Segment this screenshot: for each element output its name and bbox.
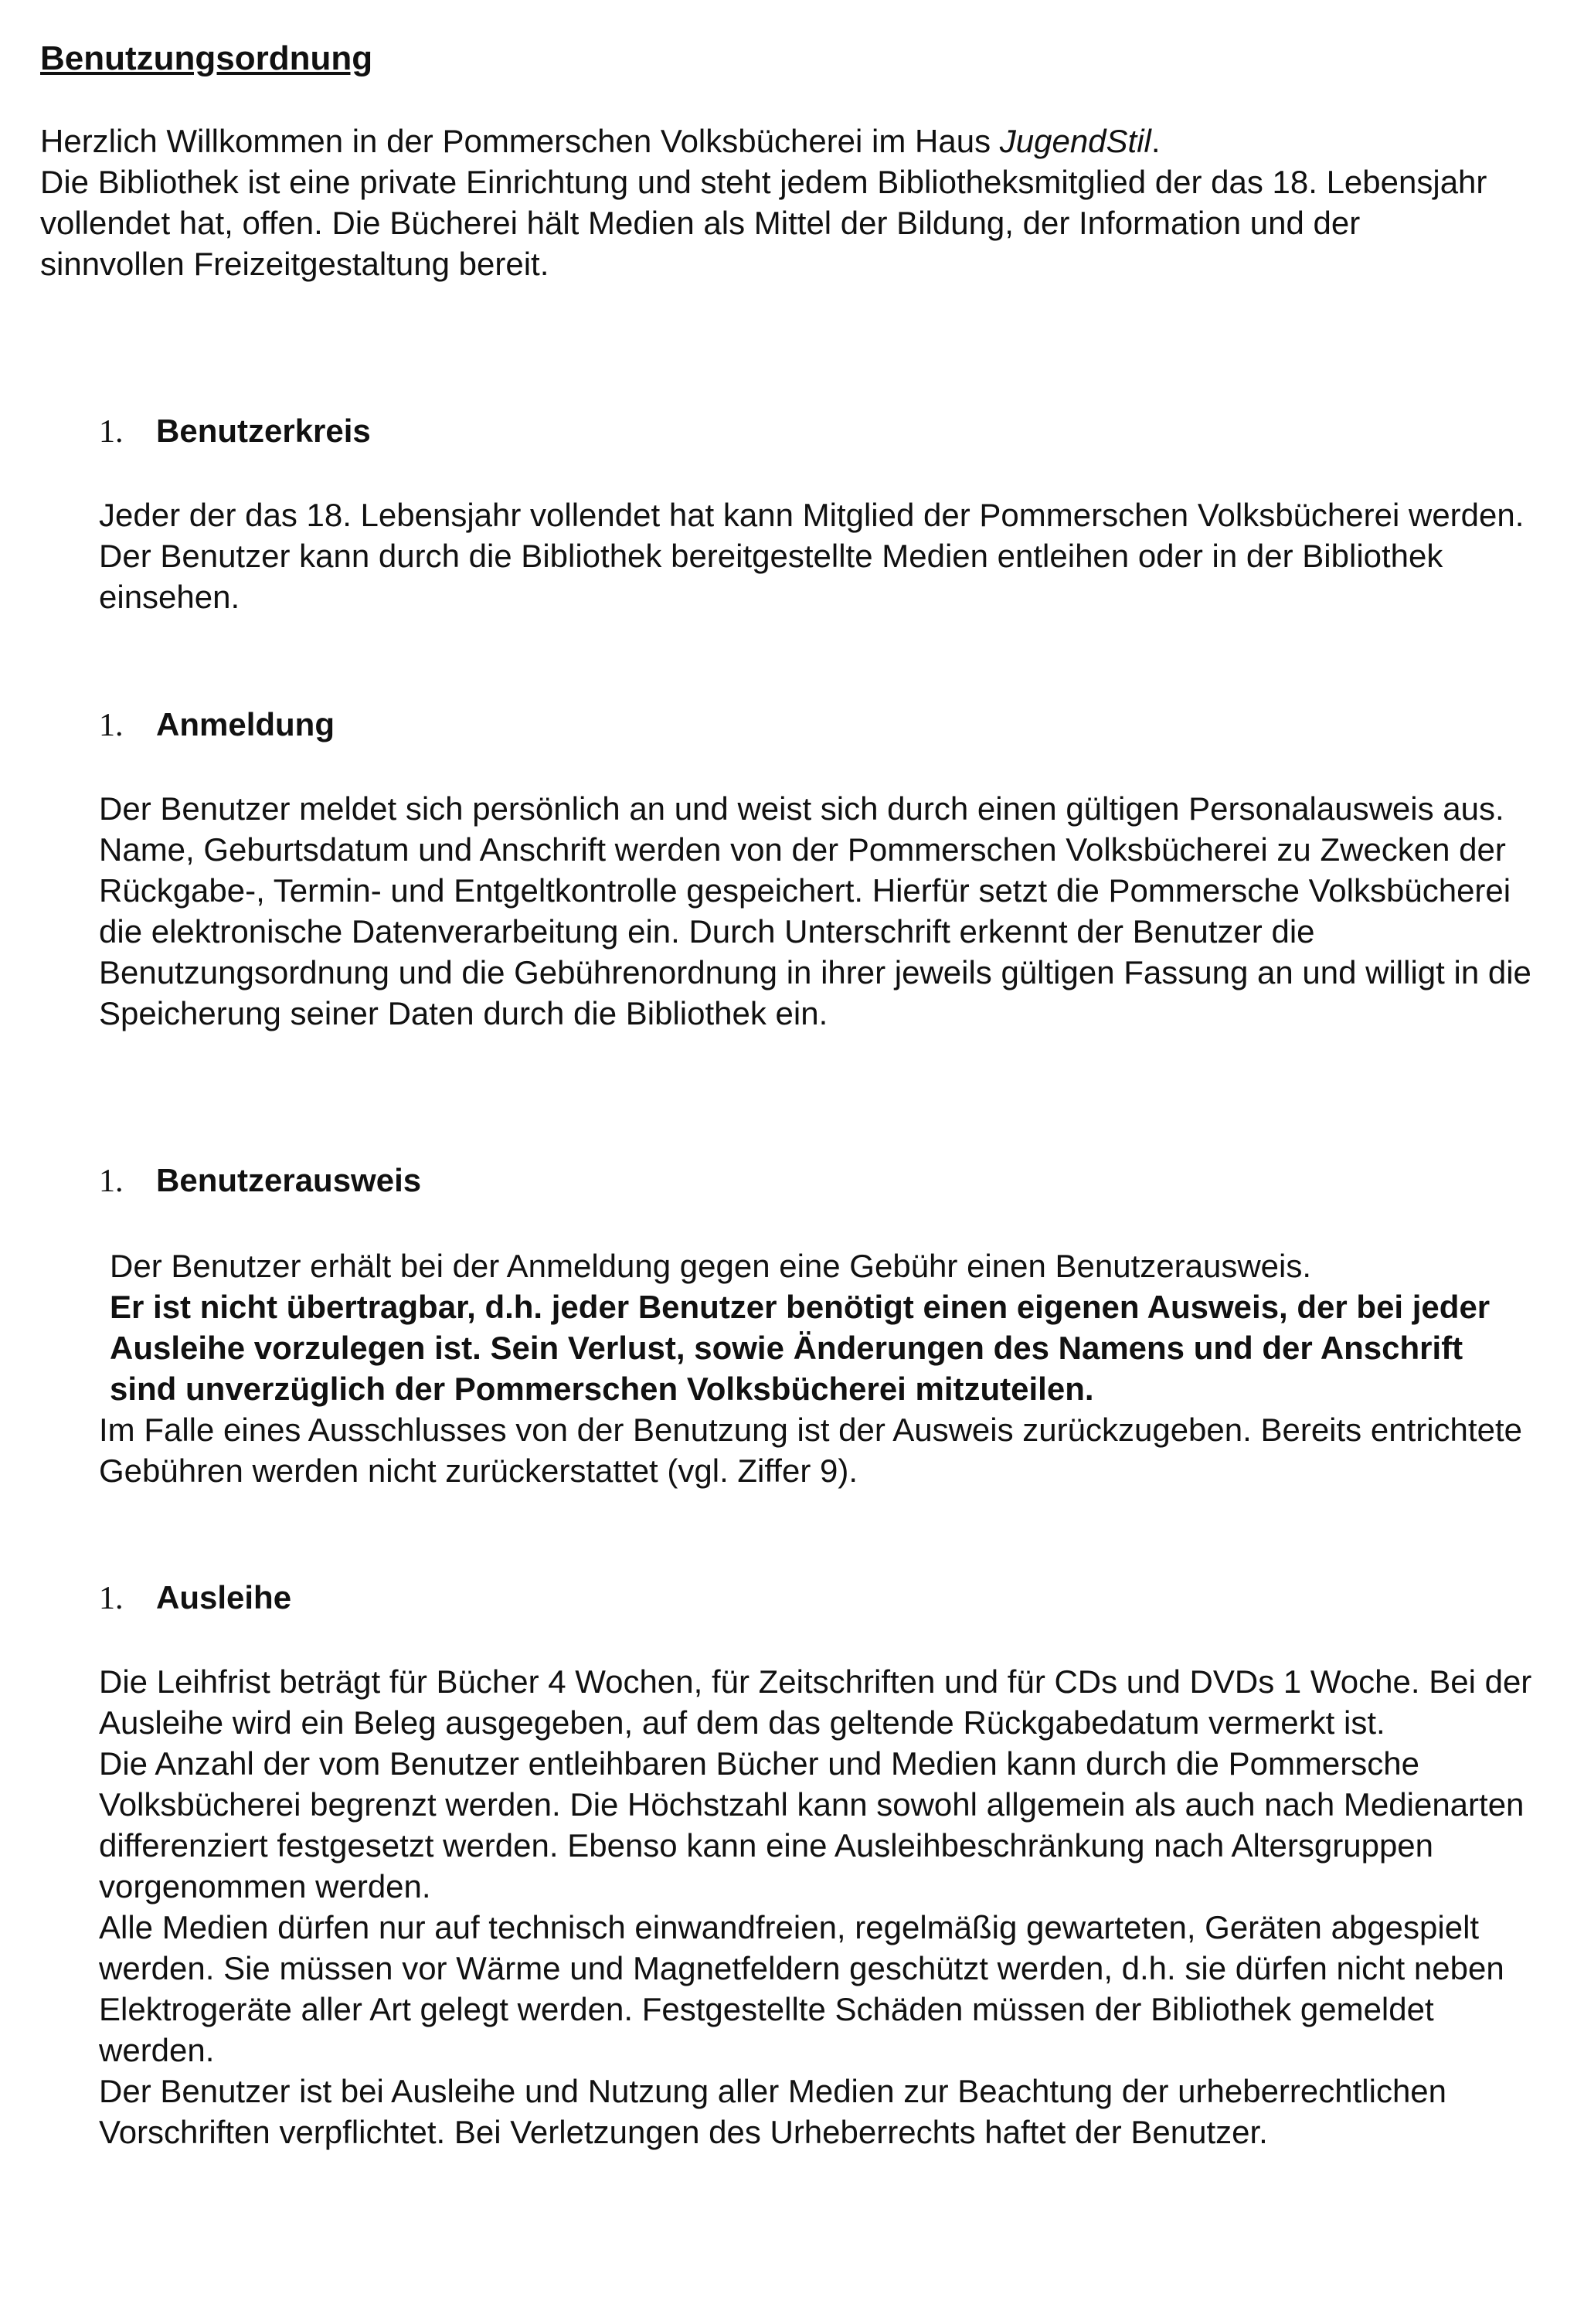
section-body-ausleihe (99, 1661, 1536, 2152)
intro-house-name: JugendStil (999, 123, 1151, 159)
section-heading-anmeldung (99, 703, 335, 747)
section-number: 1. (99, 708, 124, 743)
section-paragraph: Der Benutzer ist bei Ausleihe und Nutzung aller Medien zur Beachtung der urheberrechtlichen Vorschriften verpflichtet. Bei Verletzungen des Urheberrechts haftet der Benutzer. (99, 2073, 1447, 2150)
section-paragraph: Im Falle eines Ausschlusses von der Benutzung ist der Ausweis zurückzugeben. Bereits entrichtete Gebühren werden nicht zurückerstattet (vgl. Ziffer 9). (99, 1412, 1522, 1489)
section-title: Anmeldung (156, 706, 335, 742)
section-paragraph: Der Benutzer meldet sich persönlich an und weist sich durch einen gültigen Personalausweis aus. Name, Geburtsdatum und Anschrift werden von der Pommerschen Volksbücherei zu Zwecken der Rückgabe-, Termin- und Entgeltkontrolle gespeichert. Hierfür setzt die Pommersche Volksbücherei die elektronische Datenverarbeitung ein. Durch Unterschrift erkennt der Benutzer die Benutzungsordnung und die Gebührenordnung in ihrer jeweils gültigen Fassung an und willigt in die Speicherung seiner Daten durch die Bibliothek ein. (99, 790, 1531, 1031)
section-title: Ausleihe (156, 1579, 292, 1616)
section-paragraph: Alle Medien dürfen nur auf technisch einwandfreien, regelmäßig gewarteten, Geräten abgespielt werden. Sie müssen vor Wärme und Magnetfeldern geschützt werden, d.h. sie dürfen nicht neben Elektrogeräte aller Art gelegt werden. Festgestellte Schäden müssen der Bibliothek gemeldet werden. (99, 1909, 1504, 2068)
intro-block (40, 121, 1508, 284)
section-paragraph: Der Benutzer erhält bei der Anmeldung gegen eine Gebühr einen Benutzerausweis. (110, 1248, 1312, 1284)
intro-line-1 (40, 121, 1508, 161)
section-heading-benutzerausweis (99, 1159, 421, 1203)
section-title: Benutzerkreis (156, 413, 371, 449)
section-body-benutzerausweis (99, 1245, 1536, 1491)
intro-line-1-suffix: . (1151, 123, 1161, 159)
section-number: 1. (99, 414, 124, 450)
section-number: 1. (99, 1581, 124, 1616)
intro-paragraph: Die Bibliothek ist eine private Einrichtung und steht jedem Bibliotheksmitglied der das 18. Lebensjahr vollendet hat, offen. Die Bücherei hält Medien als Mittel der Bildung, der Information und der sinnvollen Freizeitgestaltung bereit. (40, 164, 1487, 282)
section-paragraph: Die Leihfrist beträgt für Bücher 4 Wochen, für Zeitschriften und für CDs und DVDs 1 Woche. Bei der Ausleihe wird ein Beleg ausgegeben, auf dem das geltende Rückgabedatum vermerkt ist. (99, 1663, 1532, 1741)
section-paragraph-bold: Er ist nicht übertragbar, d.h. jeder Benutzer benötigt einen eigenen Ausweis, der bei jeder Ausleihe vorzulegen ist. Sein Verlust, sowie Änderungen des Namens und der Anschrift sind unverzüglich der Pommerschen Volksbücherei mitzuteilen. (110, 1289, 1491, 1407)
section-heading-benutzerkreis (99, 409, 371, 454)
section-paragraph: Jeder der das 18. Lebensjahr vollendet hat kann Mitglied der Pommerschen Volksbücherei werden. Der Benutzer kann durch die Bibliothek bereitgestellte Medien entleihen oder in der Bibliothek einsehen. (99, 497, 1525, 615)
section-body-anmeldung (99, 788, 1536, 1034)
section-title: Benutzerausweis (156, 1162, 422, 1198)
section-heading-ausleihe (99, 1576, 291, 1620)
section-number: 1. (99, 1164, 124, 1199)
intro-line-1-prefix: Herzlich Willkommen in der Pommerschen Volksbücherei im Haus (40, 123, 1000, 159)
document-title: Benutzungsordnung (40, 39, 373, 77)
section-paragraph: Die Anzahl der vom Benutzer entleihbaren Bücher und Medien kann durch die Pommersche Volksbücherei begrenzt werden. Die Höchstzahl kann sowohl allgemein als auch nach Medienarten differenziert festgesetzt werden. Ebenso kann eine Ausleihbeschränkung nach Altersgruppen vorgenommen werden. (99, 1745, 1525, 1904)
section-body-benutzerkreis (99, 494, 1536, 617)
